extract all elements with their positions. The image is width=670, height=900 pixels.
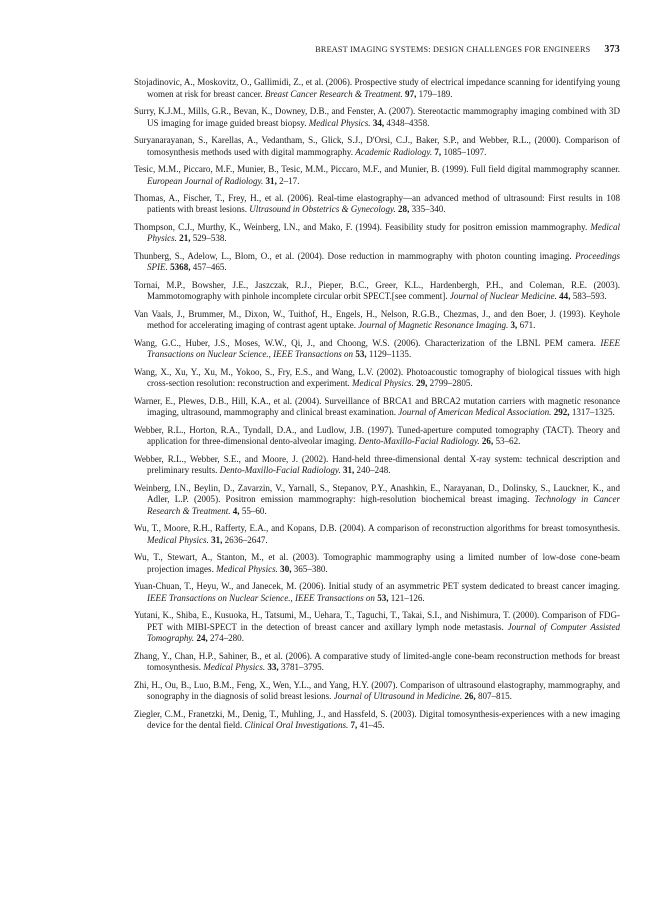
reference-text: Tesic, M.M., Piccaro, M.F., Munier, B., Tesic, M.M., Piccaro, M.F., and Munier, B. (1999). Full field digital mammography scanner. [134,163,620,174]
reference-journal: Journal of Ultrasound in Medicine. [333,691,463,702]
reference-text: Wang, X., Xu, Y., Xu, M., Yokoo, S., Fry, E.S., and Wang, L.V. (2002). Photoacoustic tomography of biological tissues with high cross-section resolution: reconstruction and experiment. [134,366,620,389]
reference-pages: 365–380. [291,563,328,574]
reference-volume: 33, [267,662,279,673]
reference-pages: 55–60. [239,505,267,516]
reference-journal: Dento-Maxillo-Facial Radiology. [358,436,480,447]
reference-pages: 121–126. [388,592,425,603]
reference-entry [134,338,620,361]
reference-volume: 31, [342,465,355,476]
reference-text: Thomas, A., Fischer, T., Frey, H., et al. (2006). Real-time elastography—an advanced method of ultrasound: First results in 108 patients with breast lesions. [134,192,620,215]
reference-journal: Medical Physics. [216,563,278,574]
reference-entry [134,425,620,448]
reference-journal: Journal of Magnetic Resonance Imaging. [358,320,509,331]
reference-volume: 31, [265,175,277,186]
reference-volume: 292, [553,407,570,418]
reference-entry [134,552,620,575]
reference-volume: 28, [398,204,410,215]
reference-text: Webber, R.L., Horton, R.A., Tyndall, D.A., and Ludlow, J.B. (1997). Tuned-aperture computed tomography (TACT). Theory and application for three-dimensional dento-alveolar imaging. [134,424,620,447]
reference-journal: Academic Radiology. [355,146,433,157]
reference-entry [134,396,620,419]
reference-journal: IEEE Transactions on Nuclear Science., IEEE Transactions on [147,592,375,603]
reference-journal: Medical Physics. [308,117,371,128]
reference-text: Yuan-Chuan, T., Heyu, W., and Janecek, M. (2006). Initial study of an asymmetric PET system dedicated to breast cancer imaging. [134,581,620,592]
reference-volume: 53, [377,592,389,603]
reference-pages: 583–593. [570,291,607,302]
reference-journal: European Journal of Radiology. [147,175,264,186]
reference-entry [134,581,620,604]
reference-text: Wu, T., Stewart, A., Stanton, M., et al. (2003). Tomographic mammography using a limited number of low-dose cone-beam projection images. [134,552,620,574]
reference-pages: 1129–1135. [366,349,412,360]
reference-volume: 3, [510,320,518,331]
reference-text: Ziegler, C.M., Franetzki, M., Denig, T., Muhling, J., and Hassfeld, S. (2003). Digital tomosynthesis-experiences with a new imaging device for the dental field. [134,708,620,731]
reference-entry [134,193,620,216]
reference-journal: Ultrasound in Obstetrics & Gynecology. [249,204,396,215]
reference-volume: 24, [196,633,208,644]
reference-journal: IEEE Transactions on Nuclear Science., IEEE Transactions on [147,337,620,360]
reference-pages: 529–538. [190,233,227,244]
reference-text: Zhang, Y., Chan, H.P., Sahiner, B., et al. (2006). A comparative study of limited-angle cone-beam reconstruction methods for breast tomosynthesis. [134,650,620,673]
reference-volume: 7, [350,720,358,731]
reference-entry [134,164,620,187]
reference-volume: 4, [232,505,240,516]
reference-text: Thompson, C.J., Murthy, K., Weinberg, I.N., and Mako, F. (1994). Feasibility study for positron emission mammography. [134,221,591,232]
reference-text: Zhi, H., Ou, B., Luo, B.M., Feng, X., Wen, Y.L., and Yang, H.Y. (2007). Comparison of ultrasound elastography, mammography, and sonography in the diagnosis of solid breast lesions. [134,679,620,702]
reference-list [134,77,620,738]
reference-pages: 807–815. [475,691,512,702]
reference-volume: 7, [434,146,442,157]
reference-pages: 274–280. [207,633,244,644]
reference-text: Stojadinovic, A., Moskovitz, O., Gallimidi, Z., et al. (2006). Prospective study of electrical impedance scanning for identifying young women at risk for breast cancer. [134,77,620,99]
reference-entry [134,135,620,158]
reference-journal: Technology in Cancer Research & Treatment. [147,494,620,516]
reference-entry [134,523,620,546]
reference-pages: 1085–1097. [441,146,487,157]
running-title: BREAST IMAGING SYSTEMS: DESIGN CHALLENGES FOR ENGINEERS [315,45,591,54]
reference-volume: 53, [355,349,367,360]
reference-pages: 4348–4358. [384,117,430,128]
reference-entry [134,454,620,477]
reference-text: Wang, G.C., Huber, J.S., Moses, W.W., Qi, J., and Choong, W.S. (2006). Characterization of the LBNL PEM camera. [134,337,601,348]
reference-journal: Journal of American Medical Association. [398,407,552,418]
reference-volume: 21, [179,233,191,244]
reference-pages: 671. [517,320,536,331]
reference-journal: Breast Cancer Research & Treatment. [264,88,403,99]
reference-entry [134,309,620,332]
reference-pages: 1317–1325. [569,407,615,418]
reference-volume: 29, [416,378,428,389]
reference-entry [134,483,620,518]
reference-volume: 26, [464,691,476,702]
reference-pages: 2799–2805. [427,378,473,389]
reference-pages: 41–45. [357,720,385,731]
reference-entry [134,251,620,274]
reference-text: Thunberg, S., Adelow, L., Blom, O., et al. (2004). Dose reduction in mammography with photon counting imaging. [134,250,576,261]
reference-journal: Journal of Computer Assisted Tomography. [147,621,620,644]
reference-entry [134,222,620,245]
reference-entry [134,280,620,303]
reference-entry [134,367,620,390]
reference-text: Surry, K.J.M., Mills, G.R., Bevan, K., Downey, D.B., and Fenster, A. (2007). Stereotactic mammography imaging combined with 3D US imaging for image guided breast biopsy. [134,105,620,128]
reference-pages: 335–340. [409,204,446,215]
reference-pages: 457–465. [190,262,227,273]
reference-entry [134,651,620,674]
reference-journal: Medical Physics. [203,662,266,673]
reference-volume: 26, [481,436,494,447]
reference-pages: 3781–3795. [278,662,324,673]
reference-journal: Dento-Maxillo-Facial Radiology. [219,465,341,476]
reference-volume: 34, [372,117,385,128]
reference-text: Tornai, M.P., Bowsher, J.E., Jaszczak, R.J., Pieper, B.C., Greer, K.L., Hardenbergh, P.H., and Coleman, R.E. (2003). Mammotomography with pinhole incomplete circular orbit SPECT.[see comment]. [134,279,620,302]
reference-text: Warner, E., Plewes, D.B., Hill, K.A., et al. (2004). Surveillance of BRCA1 and BRCA2 mutation carriers with magnetic resonance imaging, ultrasound, mammography and clinical breast examination. [134,395,620,418]
reference-text: Wu, T., Moore, R.H., Rafferty, E.A., and Kopans, D.B. (2004). A comparison of reconstruction algorithms for breast tomosynthesis. [134,523,620,534]
reference-journal: Journal of Nuclear Medicine. [449,291,557,302]
reference-text: Weinberg, I.N., Beylin, D., Zavarzin, V., Yarnall, S., Stepanov, P.Y., Anashkin, E., Narayanan, D., Dolinsky, S., Lauckner, K., and Adler, L.P. (2005). Positron emission mammography: high-resolution biochemical breast imaging. [134,482,620,505]
reference-pages: 240–248. [354,465,391,476]
reference-journal: Medical Physics. [147,221,620,244]
page-header [315,44,620,55]
reference-volume: 44, [559,291,571,302]
reference-volume: 31, [211,534,223,545]
reference-journal: Proceedings SPIE. [147,250,620,273]
reference-pages: 179–189. [416,88,453,99]
reference-entry [134,709,620,732]
reference-journal: Medical Physics. [352,378,414,389]
reference-volume: 30, [280,563,292,574]
reference-text: Suryanarayanan, S., Karellas, A., Vedantham, S., Glick, S.J., D'Orsi, C.J., Baker, S.P., and Webber, R.L., (2000). Comparison of tomosynthesis methods used with digital mammography. [134,134,620,157]
reference-text: Van Vaals, J., Brummer, M., Dixon, W., Tuithof, H., Engels, H., Nelson, R.G.B., Chezmas, J., and den Boer, J. (1993). Keyhole method for accelerating imaging of contrast agent uptake. [134,308,620,331]
reference-pages: 2636–2647. [222,534,268,545]
reference-entry [134,680,620,703]
reference-entry [134,106,620,129]
reference-entry [134,77,620,100]
reference-entry [134,610,620,645]
reference-volume: 5368, [170,262,191,273]
reference-text: Yutani, K., Shiba, E., Kusuoka, H., Tatsumi, M., Uehara, T., Taguchi, T., Takai, S.I., and Nishimura, T. (2000). Comparison of FDG-PET with MIBI-SPECT in the detection of breast cancer and axillary lymph node metastasis. [134,610,620,632]
reference-volume: 97, [405,88,417,99]
reference-journal: Medical Physics. [147,534,209,545]
reference-pages: 53–62. [493,436,521,447]
reference-pages: 2–17. [276,175,300,186]
reference-text: Webber, R.L., Webber, S.E., and Moore, J. (2002). Hand-held three-dimensional dental X-ray system: technical description and preliminary results. [134,453,620,476]
page-number: 373 [604,44,620,55]
reference-journal: Clinical Oral Investigations. [244,720,349,731]
